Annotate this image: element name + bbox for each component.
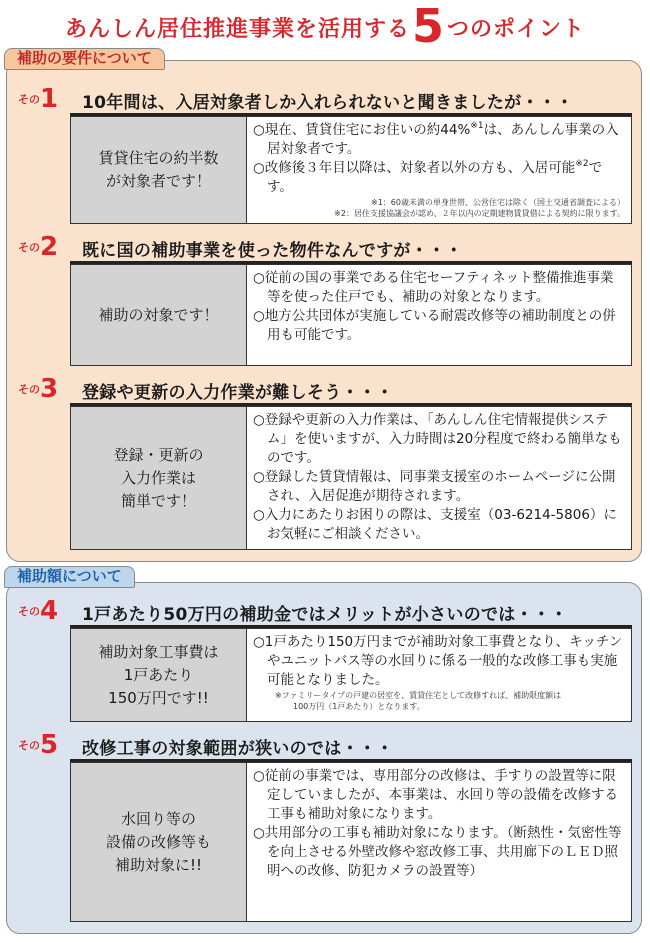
point-details	[247, 117, 631, 223]
point-details	[247, 763, 631, 921]
point-box	[70, 762, 632, 922]
detail-bullet: ○従前の事業では、専用部分の改修は、手すりの設置等に限定していましたが、本事業は、水回り等の設備を改修する工事も補助対象になります。	[253, 768, 618, 822]
page-title	[0, 0, 650, 53]
detail-bullet: ○登録や更新の入力作業は、「あんしん住宅情報提供システム」を使いますが、入力時間は20分程度で終わる簡単なものです。	[253, 412, 622, 466]
point-2	[8, 232, 642, 343]
footnote: 100万円（1戸あたり）となります。	[293, 702, 425, 711]
point-heading: 改修工事の対象範囲が狭いのでは・・・	[82, 739, 394, 759]
point-details	[247, 629, 631, 721]
point-heading: 既に国の補助事業を使った物件なんですが・・・	[82, 241, 463, 261]
detail-bullet: ○登録した賃貸情報は、同事業支援室のホームページに公開され、入居促進が期待されます。	[253, 469, 616, 504]
detail-bullet: ○従前の国の事業である住宅セーフティネット整備推進事業等を使った住戸でも、補助の対象となります。	[253, 270, 614, 305]
point-box	[70, 116, 632, 224]
footnote: ※ファミリータイプの戸建の居室を、賃貸住宅として改修すれば、補助限度額は	[275, 691, 562, 700]
title-number: 5	[411, 0, 445, 53]
point-summary: 賃貸住宅の約半数 が対象者です！	[71, 117, 247, 223]
title-post: つのポイント	[447, 17, 586, 42]
point-details	[247, 265, 631, 365]
point-heading: 登録や更新の入力作業が難しそう・・・	[82, 383, 394, 403]
point-details	[247, 407, 631, 549]
title-pre: あんしん居住推進事業を活用する	[64, 17, 410, 42]
detail-bullet: ○地方公共団体が実施している耐震改修等の補助制度との併用も可能です。	[253, 308, 616, 343]
point-badge: $^{その}$5	[18, 730, 59, 760]
point-box	[70, 406, 632, 550]
point-summary: 登録・更新の 入力作業は 簡単です！	[71, 407, 247, 549]
detail-bullet: ○改修後３年目以降は、対象者以外の方も、入居可能$^{※2}$です。	[253, 159, 603, 195]
detail-bullet: ○1戸あたり150万円までが補助対象工事費となり、キッチンやユニットバス等の水回りに係る一般的な改修工事も実施可能となりました。	[253, 634, 623, 688]
point-3	[8, 374, 642, 542]
point-heading: 1戸あたり50万円の補助金ではメリットが小さいのでは・・・	[82, 605, 568, 625]
point-badge: $^{その}$4	[18, 596, 59, 626]
point-summary: 水回り等の 設備の改修等も 補助対象に!!	[71, 763, 247, 921]
point-box	[70, 628, 632, 722]
point-1	[8, 84, 642, 218]
point-box	[70, 264, 632, 366]
point-badge: $^{その}$3	[18, 374, 59, 404]
point-badge: $^{その}$2	[18, 232, 59, 262]
point-heading: 10年間は、入居対象者しか入れられないと聞きましたが・・・	[82, 93, 574, 113]
section-tab-subsidy-amount: 補助額について	[4, 566, 135, 588]
footnote: ※2：居住支援協議会が認め、２年以内の定期建物賃貸借による契約に限ります。	[334, 209, 625, 218]
detail-bullet: ○共用部分の工事も補助対象になります。（断熱性・気密性等を向上させる外壁改修や窓改修工事、共用廊下のＬＥＤ照明への改修、防犯カメラの設置等）	[253, 825, 622, 879]
point-summary: 補助の対象です！	[71, 265, 247, 365]
section-tab-requirements: 補助の要件について	[4, 48, 165, 70]
detail-bullet: ○入力にあたりお困りの際は、支援室（03-6214-5806）にお気軽にご相談ください。	[253, 507, 617, 542]
point-4	[8, 596, 642, 711]
point-badge: $^{その}$1	[18, 84, 59, 114]
detail-bullet: ○現在、賃貸住宅にお住いの約44%$^{※1}$は、あんしん事業の入居対象者です。	[253, 121, 619, 157]
footnote: ※1：60歳未満の単身世帯、公営住宅は除く（国土交通省調査による）	[371, 198, 625, 207]
point-summary: 補助対象工事費は 1戸あたり 150万円です!!	[71, 629, 247, 721]
point-5	[8, 730, 642, 879]
